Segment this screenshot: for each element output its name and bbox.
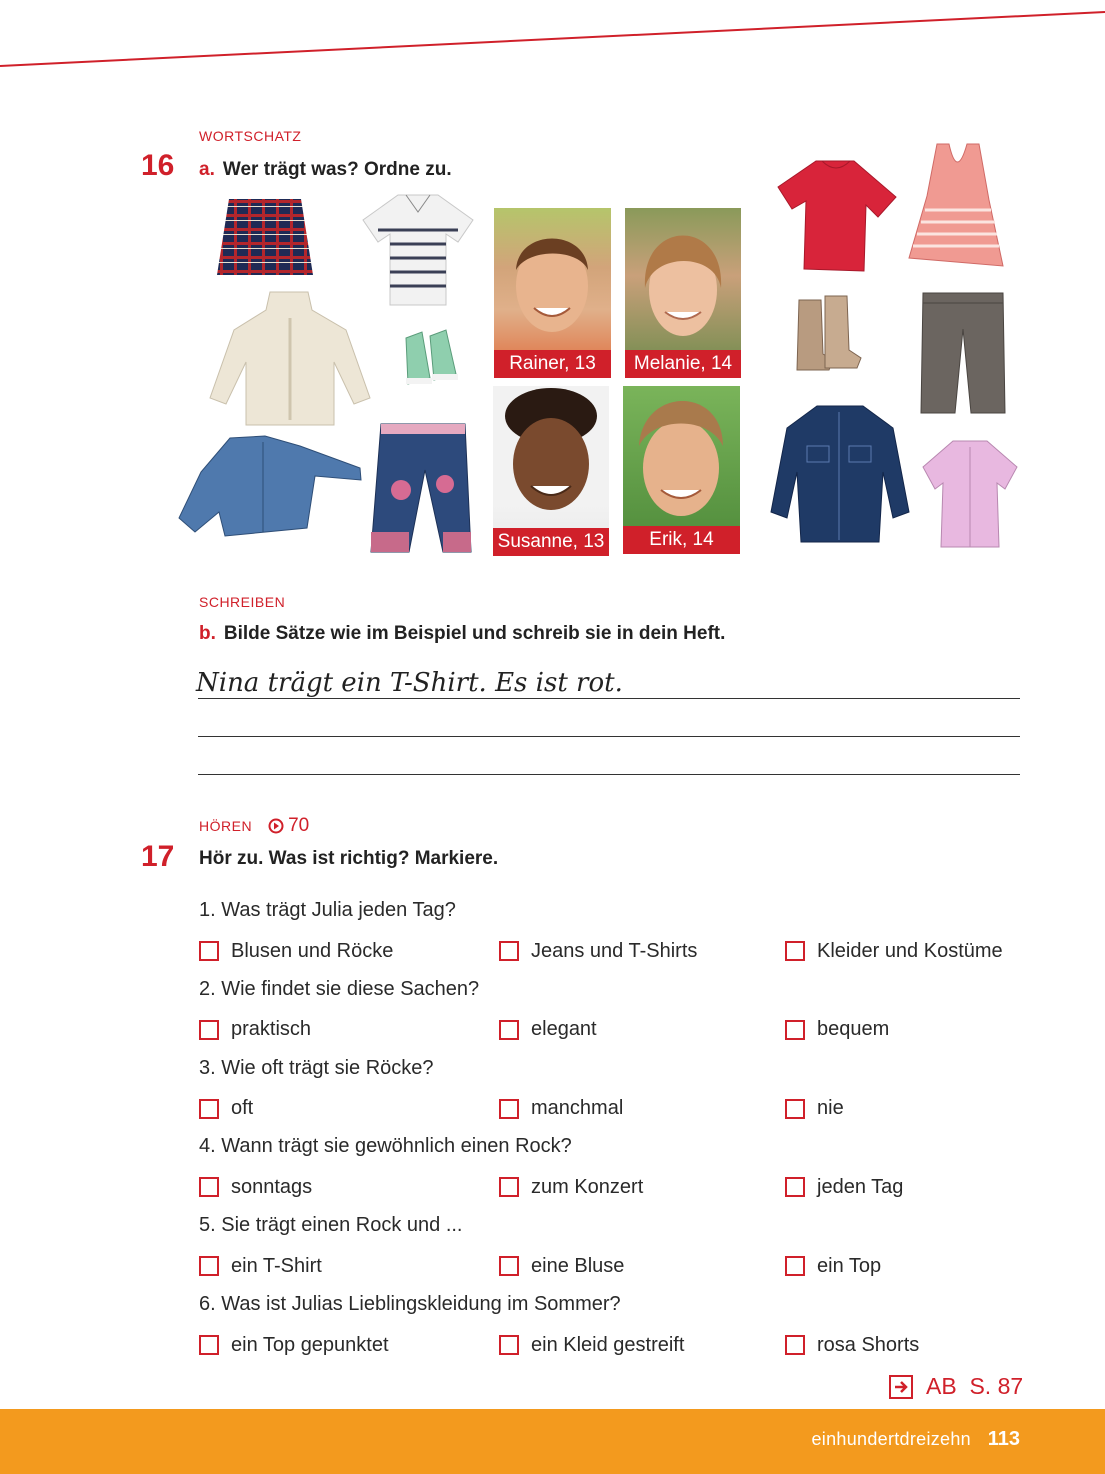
answer-option[interactable]: [199, 1174, 312, 1200]
page-footer: [0, 1409, 1105, 1474]
fur-boots-image: [793, 294, 863, 372]
answer-checkbox[interactable]: [499, 941, 519, 961]
answer-checkbox[interactable]: [199, 1020, 219, 1040]
workbook-reference-text: AB S. 87: [926, 1373, 1024, 1399]
answer-option[interactable]: [499, 1096, 623, 1122]
answer-option-label: elegant: [531, 1018, 597, 1041]
answer-option[interactable]: [785, 938, 1003, 964]
answer-option-label: oft: [231, 1097, 254, 1120]
photo-rainer: [494, 208, 611, 378]
green-sneakers-image: [400, 318, 462, 388]
answer-option-label: rosa Shorts: [817, 1333, 920, 1356]
striped-tank-top-image: [905, 140, 1005, 272]
girl-portrait-icon: [625, 208, 741, 350]
answer-checkbox[interactable]: [499, 1020, 519, 1040]
play-audio-icon: [268, 818, 284, 834]
example-sentence: Nina trägt ein T-Shirt. Es ist rot.: [196, 668, 623, 698]
question-text: 1. Was trägt Julia jeden Tag?: [199, 899, 456, 921]
skirt-image: [215, 195, 315, 280]
answer-checkbox[interactable]: [499, 1099, 519, 1119]
grey-trousers-image: [919, 289, 1007, 417]
denim-jacket-image: [767, 402, 912, 548]
exercise-number-16: 16: [141, 149, 175, 182]
writing-line[interactable]: [198, 774, 1020, 775]
section-tag-hoeren: [199, 815, 309, 837]
instruction-16a: [199, 159, 452, 181]
answer-option[interactable]: [785, 1017, 889, 1043]
question-text: 2. Wie findet sie diese Sachen?: [199, 977, 480, 1000]
instruction-17: Hör zu. Was ist richtig? Markiere.: [199, 848, 499, 869]
writing-line[interactable]: [198, 736, 1020, 737]
photo-name-label: Erik, 14: [623, 526, 740, 554]
question-text: 3. Wie oft trägt sie Röcke?: [199, 1056, 434, 1079]
answer-option[interactable]: [199, 1253, 322, 1279]
photo-erik: [623, 386, 740, 554]
answer-option-label: jeden Tag: [817, 1175, 904, 1198]
answer-checkbox[interactable]: [785, 941, 805, 961]
exercise-number-17: 17: [141, 840, 175, 873]
photo-name-label: Rainer, 13: [494, 350, 611, 378]
pink-blouse-image: [919, 437, 1021, 551]
answer-option-label: eine Bluse: [531, 1254, 625, 1277]
white-sweater-image: [208, 290, 373, 430]
boy-portrait-icon: [494, 208, 611, 350]
answer-option-label: ein Top gepunktet: [231, 1333, 389, 1356]
answer-checkbox[interactable]: [199, 941, 219, 961]
answer-option-label: ein T-Shirt: [231, 1254, 322, 1277]
answer-option-label: zum Konzert: [531, 1175, 644, 1198]
answer-option-label: Blusen und Röcke: [231, 939, 394, 962]
workbook-reference[interactable]: [888, 1373, 1023, 1400]
answer-option[interactable]: [199, 1096, 253, 1122]
answer-option[interactable]: [199, 1332, 389, 1358]
answer-option[interactable]: [499, 1332, 684, 1358]
question-text: 5. Sie trägt einen Rock und ...: [199, 1214, 463, 1237]
answer-checkbox[interactable]: [499, 1256, 519, 1276]
answer-option-label: bequem: [817, 1018, 890, 1041]
writing-line[interactable]: [198, 698, 1020, 699]
answer-checkbox[interactable]: [785, 1256, 805, 1276]
answer-option-label: Kleider und Kostüme: [817, 939, 1003, 962]
instruction-letter: a.: [199, 159, 215, 180]
instruction-text: Wer trägt was? Ordne zu.: [222, 159, 452, 180]
answer-checkbox[interactable]: [785, 1177, 805, 1197]
question-text: 6. Was ist Julias Lieblingskleidung im Sommer?: [199, 1293, 621, 1315]
answer-option-label: sonntags: [231, 1175, 313, 1198]
answer-checkbox[interactable]: [199, 1335, 219, 1355]
section-tag-schreiben: SCHREIBEN: [199, 594, 286, 610]
photo-melanie: [625, 208, 741, 378]
answer-option[interactable]: [499, 1174, 643, 1200]
page-number-word: einhundertdreizehn: [811, 1429, 971, 1449]
answer-option[interactable]: [785, 1253, 881, 1279]
red-tshirt-image: [776, 157, 898, 275]
answer-option[interactable]: [499, 938, 697, 964]
girl-portrait-icon: [493, 386, 609, 528]
answer-option-label: nie: [817, 1097, 844, 1120]
answer-checkbox[interactable]: [499, 1335, 519, 1355]
answer-option-label: Jeans und T-Shirts: [531, 939, 698, 962]
question-text: 4. Wann trägt sie gewöhnlich einen Rock?: [199, 1135, 572, 1158]
section-tag-wortschatz: WORTSCHATZ: [199, 128, 302, 144]
photo-susanne: [493, 386, 609, 556]
answer-checkbox[interactable]: [499, 1177, 519, 1197]
answer-option[interactable]: [199, 1017, 311, 1043]
blue-fleece-jacket-image: [175, 432, 367, 544]
answer-option-label: praktisch: [231, 1018, 312, 1041]
page-number: 113: [987, 1428, 1020, 1450]
answer-option[interactable]: [499, 1017, 597, 1043]
instruction-text: Bilde Sätze wie im Beispiel und schreib sie in dein Heft.: [223, 623, 726, 644]
answer-option[interactable]: [499, 1253, 624, 1279]
answer-option[interactable]: [785, 1096, 844, 1122]
arrow-right-box-icon: [888, 1374, 914, 1400]
answer-checkbox[interactable]: [785, 1335, 805, 1355]
answer-checkbox[interactable]: [199, 1177, 219, 1197]
audio-track[interactable]: [268, 815, 309, 837]
track-number: 70: [288, 815, 310, 836]
answer-option[interactable]: [199, 938, 393, 964]
section-tag-label: HÖREN: [199, 818, 253, 834]
photo-name-label: Susanne, 13: [493, 528, 609, 556]
instruction-letter: b.: [199, 623, 216, 644]
answer-checkbox[interactable]: [199, 1256, 219, 1276]
striped-polo-image: [358, 190, 478, 308]
answer-checkbox[interactable]: [785, 1020, 805, 1040]
instruction-16b: [199, 623, 725, 645]
answer-option-label: ein Top: [817, 1254, 882, 1277]
answer-checkbox[interactable]: [199, 1099, 219, 1119]
answer-option-label: manchmal: [531, 1097, 624, 1120]
answer-option-label: ein Kleid gestreift: [531, 1333, 685, 1356]
boy-portrait-icon: [623, 386, 740, 526]
answer-option[interactable]: [785, 1174, 903, 1200]
flower-jeans-image: [367, 420, 475, 556]
answer-checkbox[interactable]: [785, 1099, 805, 1119]
header-rule: [0, 0, 1105, 80]
photo-name-label: Melanie, 14: [625, 350, 741, 378]
answer-option[interactable]: [785, 1332, 919, 1358]
